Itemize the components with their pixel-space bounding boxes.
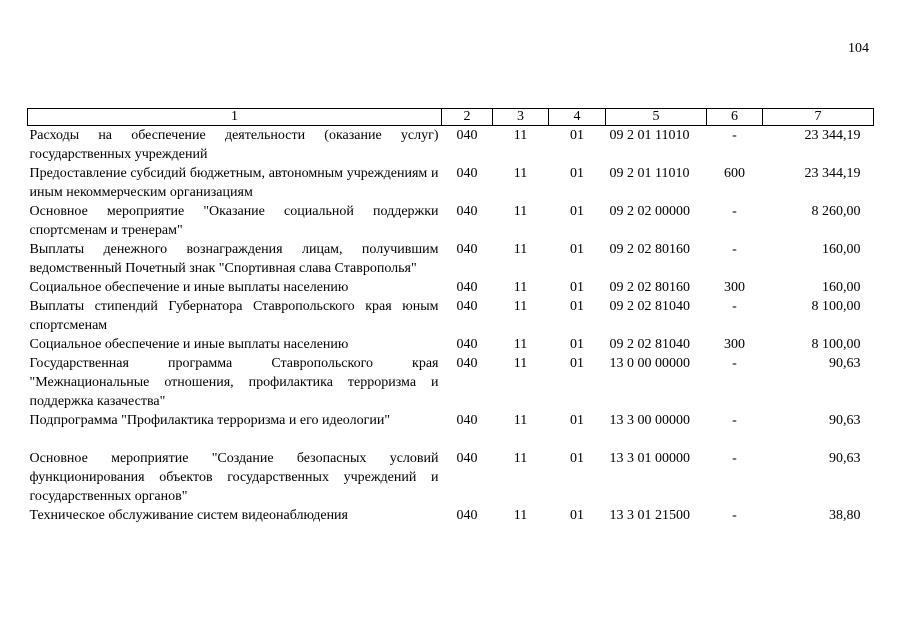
row-amount: 90,63 xyxy=(829,413,861,428)
row-rz: 11 xyxy=(513,337,528,352)
row-vr: - xyxy=(732,508,737,523)
row-name: Государственная программа Ставропольского края "Межнациональные отношения, профилактика терроризма и поддержка казачества" xyxy=(29,356,439,409)
row-ved: 040 xyxy=(456,413,478,428)
header-row xyxy=(28,109,874,126)
row-rz: 11 xyxy=(513,299,528,314)
row-rz: 11 xyxy=(513,242,528,257)
row-name: Техническое обслуживание систем видеонаблюдения xyxy=(29,508,348,523)
row-pr: 01 xyxy=(570,128,584,143)
row-ved: 040 xyxy=(456,508,478,523)
header-col-6: 6 xyxy=(707,109,763,126)
row-name: Основное мероприятие "Оказание социальной поддержки спортсменам и тренерам" xyxy=(29,204,439,238)
row-csr: 13 3 01 21500 xyxy=(609,508,690,523)
row-amount: 23 344,19 xyxy=(804,128,861,143)
row-rz: 11 xyxy=(513,508,528,523)
row-ved: 040 xyxy=(456,166,478,181)
row-amount: 8 260,00 xyxy=(811,204,861,219)
page-number: 104 xyxy=(848,41,869,56)
row-ved: 040 xyxy=(456,299,478,314)
row-rz: 11 xyxy=(513,280,528,295)
row-ved: 040 xyxy=(456,451,478,466)
row-vr: 300 xyxy=(724,280,745,295)
table-row xyxy=(28,354,874,411)
row-ved: 040 xyxy=(456,280,478,295)
row-pr: 01 xyxy=(570,413,584,428)
row-name: Основное мероприятие "Создание безопасных условий функционирования объектов государственных учреждений и государственных органов" xyxy=(29,451,439,504)
row-ved: 040 xyxy=(456,204,478,219)
row-csr: 09 2 02 80160 xyxy=(609,280,690,295)
header-col-5: 5 xyxy=(606,109,707,126)
row-vr: - xyxy=(732,128,737,143)
row-vr: 300 xyxy=(724,337,745,352)
row-pr: 01 xyxy=(570,451,584,466)
row-csr: 13 0 00 00000 xyxy=(609,356,690,371)
row-csr: 13 3 01 00000 xyxy=(609,451,690,466)
row-rz: 11 xyxy=(513,204,528,219)
row-amount: 23 344,19 xyxy=(804,166,861,181)
row-rz: 11 xyxy=(513,166,528,181)
table-row xyxy=(28,240,874,278)
row-name: Расходы на обеспечение деятельности (оказание услуг) государственных учреждений xyxy=(29,128,439,162)
table-row xyxy=(28,126,874,165)
row-ved: 040 xyxy=(456,356,478,371)
row-rz: 11 xyxy=(513,451,528,466)
row-pr: 01 xyxy=(570,204,584,219)
row-amount: 8 100,00 xyxy=(811,299,861,314)
row-csr: 13 3 00 00000 xyxy=(609,413,690,428)
row-name: Выплаты стипендий Губернатора Ставропольского края юным спортсменам xyxy=(29,299,439,333)
table-row xyxy=(28,202,874,240)
table-row xyxy=(28,449,874,506)
row-csr: 09 2 02 00000 xyxy=(609,204,690,219)
row-vr: - xyxy=(732,413,737,428)
header-col-4: 4 xyxy=(549,109,606,126)
table-row xyxy=(28,164,874,202)
row-rz: 11 xyxy=(513,128,528,143)
header-col-2: 2 xyxy=(442,109,493,126)
table-row xyxy=(28,278,874,297)
row-ved: 040 xyxy=(456,128,478,143)
row-csr: 09 2 01 11010 xyxy=(609,166,690,181)
row-amount: 90,63 xyxy=(829,451,861,466)
row-amount: 160,00 xyxy=(822,242,861,257)
row-csr: 09 2 01 11010 xyxy=(609,128,690,143)
table-row xyxy=(28,335,874,354)
row-name: Подпрограмма "Профилактика терроризма и его идеологии" xyxy=(29,413,391,428)
row-name: Социальное обеспечение и иные выплаты населению xyxy=(29,337,349,352)
row-pr: 01 xyxy=(570,242,584,257)
row-amount: 90,63 xyxy=(829,356,861,371)
row-amount: 38,80 xyxy=(829,508,861,523)
row-pr: 01 xyxy=(570,508,584,523)
row-name: Предоставление субсидий бюджетным, автономным учреждениям и иным некоммерческим организациям xyxy=(29,166,439,200)
budget-table xyxy=(27,108,874,525)
header-col-1: 1 xyxy=(28,109,442,126)
header-col-7: 7 xyxy=(763,109,874,126)
row-amount: 8 100,00 xyxy=(811,337,861,352)
row-ved: 040 xyxy=(456,242,478,257)
row-pr: 01 xyxy=(570,280,584,295)
table-row xyxy=(28,297,874,335)
row-amount: 160,00 xyxy=(822,280,861,295)
row-name: Социальное обеспечение и иные выплаты населению xyxy=(29,280,349,295)
row-vr: - xyxy=(732,204,737,219)
row-vr: - xyxy=(732,299,737,314)
row-ved: 040 xyxy=(456,337,478,352)
table-row xyxy=(28,506,874,525)
row-pr: 01 xyxy=(570,356,584,371)
row-pr: 01 xyxy=(570,166,584,181)
row-rz: 11 xyxy=(513,413,528,428)
row-vr: - xyxy=(732,356,737,371)
row-csr: 09 2 02 80160 xyxy=(609,242,690,257)
row-vr: 600 xyxy=(724,166,745,181)
row-pr: 01 xyxy=(570,299,584,314)
row-rz: 11 xyxy=(513,356,528,371)
row-csr: 09 2 02 81040 xyxy=(609,337,690,352)
table-body xyxy=(28,126,874,526)
table-header xyxy=(28,109,874,126)
row-vr: - xyxy=(732,451,737,466)
row-name: Выплаты денежного вознаграждения лицам, получившим ведомственный Почетный знак "Спортивная слава Ставрополья" xyxy=(29,242,439,276)
header-col-3: 3 xyxy=(493,109,549,126)
row-csr: 09 2 02 81040 xyxy=(609,299,690,314)
row-pr: 01 xyxy=(570,337,584,352)
row-vr: - xyxy=(732,242,737,257)
table-row xyxy=(28,411,874,449)
